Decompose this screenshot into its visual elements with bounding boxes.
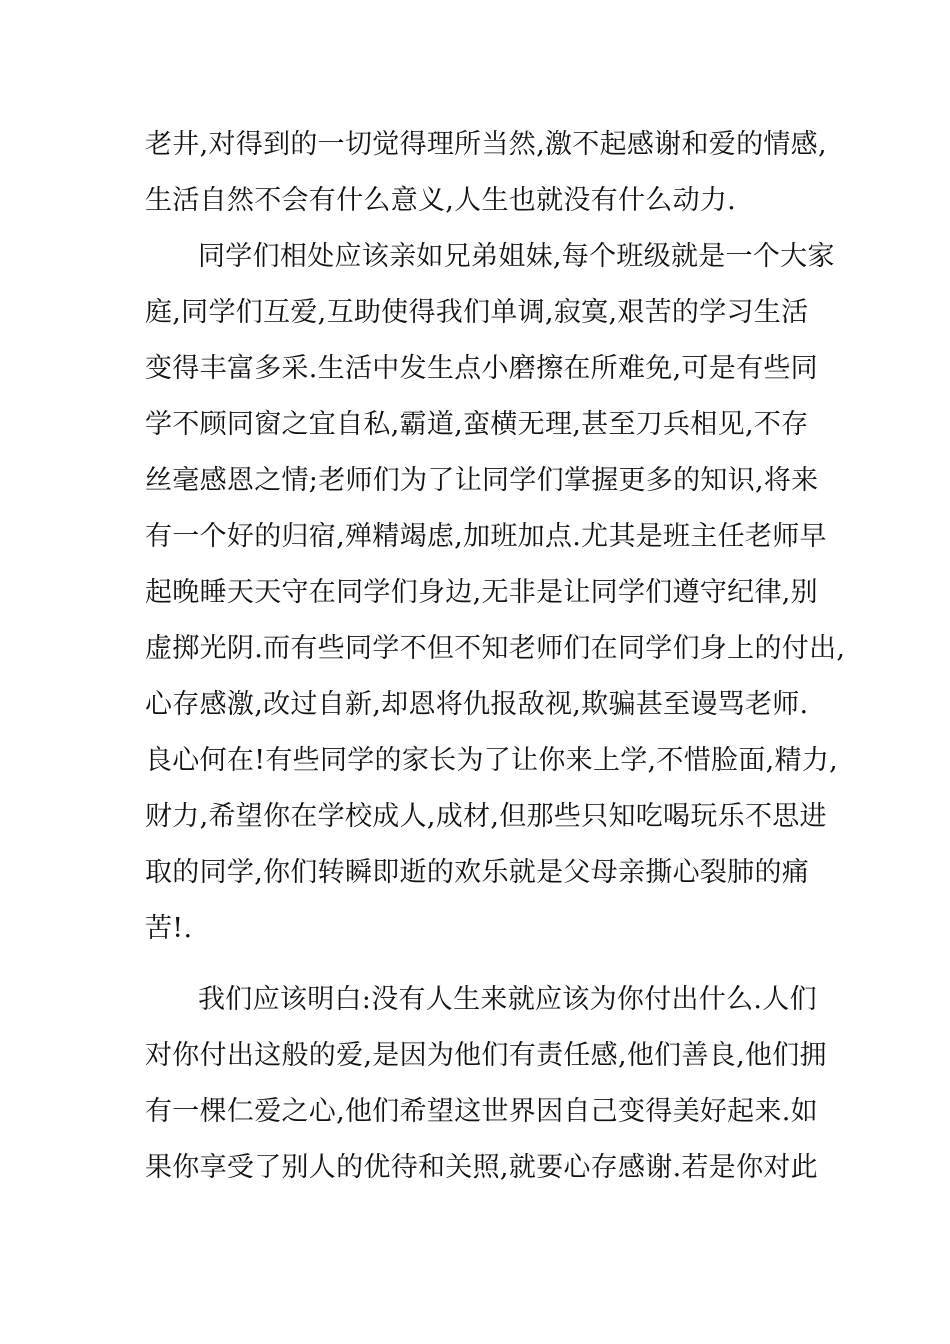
text-line: 有一个好的归宿,殚精竭虑,加班加点.尤其是班主任老师早 [145, 521, 827, 552]
paragraph-start-line: 同学们相处应该亲如兄弟姐妹,每个班级就是一个大家 [198, 241, 835, 272]
text-line: 有一棵仁爱之心,他们希望这世界因自己变得美好起来.如 [145, 1096, 818, 1127]
text-line: 财力,希望你在学校成人,成材,但那些只知吃喝玩乐不思进 [145, 801, 827, 832]
text-line: 老井,对得到的一切觉得理所当然,激不起感谢和爱的情感, [145, 129, 827, 160]
text-line: 苦!. [145, 913, 193, 944]
text-line: 心存感激,改过自新,却恩将仇报敌视,欺骗甚至谩骂老师. [145, 689, 809, 720]
text-line: 对你付出这般的爱,是因为他们有责任感,他们善良,他们拥 [145, 1040, 827, 1071]
text-line: 良心何在!有些同学的家长为了让你来上学,不惜脸面,精力, [145, 745, 838, 776]
text-line: 丝毫感恩之情;老师们为了让同学们掌握更多的知识,将来 [145, 465, 819, 496]
text-line: 庭,同学们互爱,互助使得我们单调,寂寞,艰苦的学习生活 [145, 297, 809, 328]
text-line: 起晚睡天天守在同学们身边,无非是让同学们遵守纪律,别 [145, 577, 818, 608]
text-line: 变得丰富多采.生活中发生点小磨擦在所难免,可是有些同 [145, 353, 818, 384]
text-line: 取的同学,你们转瞬即逝的欢乐就是父母亲撕心裂肺的痛 [145, 857, 810, 888]
text-line: 学不顾同窗之宜自私,霸道,蛮横无理,甚至刀兵相见,不存 [145, 409, 809, 440]
text-line: 虚掷光阴.而有些同学不但不知老师们在同学们身上的付出, [145, 633, 846, 664]
text-line: 果你享受了别人的优待和关照,就要心存感谢.若是你对此 [145, 1152, 818, 1183]
text-line: 生活自然不会有什么意义,人生也就没有什么动力. [145, 185, 737, 216]
paragraph-start-line: 我们应该明白:没有人生来就应该为你付出什么.人们 [198, 984, 817, 1015]
